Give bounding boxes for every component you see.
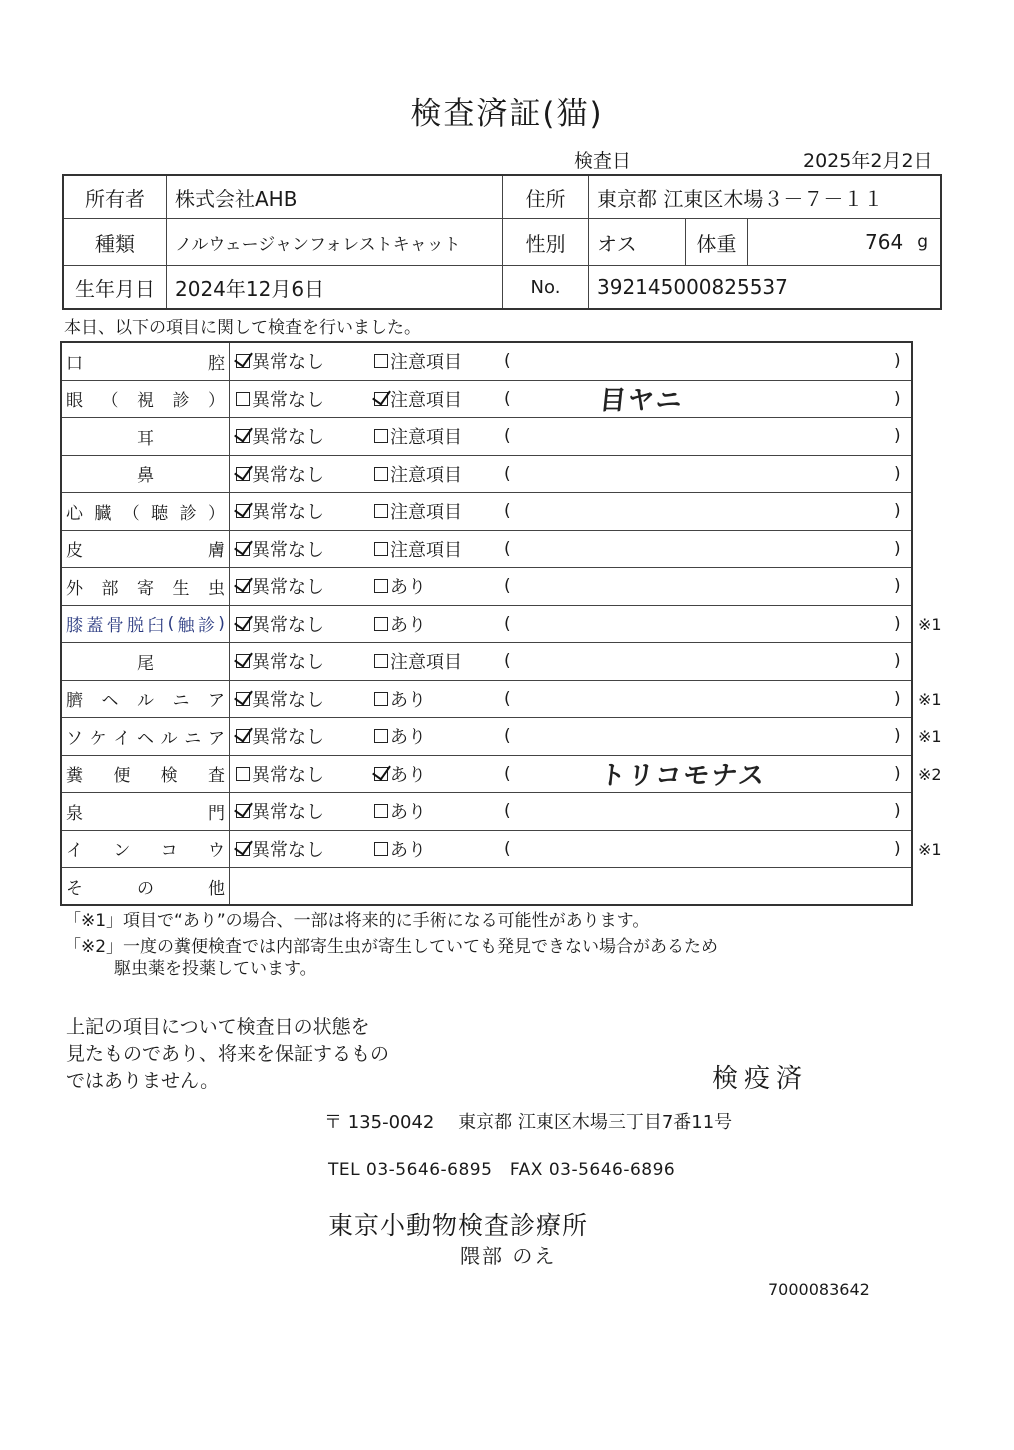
option-normal[interactable] bbox=[236, 798, 324, 824]
exam-item-name: 心 臓 （ 聴 診 ） bbox=[62, 493, 230, 530]
checkbox-icon[interactable] bbox=[374, 392, 388, 406]
exam-row bbox=[62, 531, 911, 569]
option-normal[interactable] bbox=[236, 386, 324, 412]
option-abnormal[interactable] bbox=[374, 798, 426, 824]
paren-close: ) bbox=[894, 388, 901, 409]
disclaimer bbox=[66, 1014, 389, 1095]
checkbox-icon[interactable] bbox=[236, 692, 250, 706]
page-title: 検査済証(猫) bbox=[410, 96, 604, 132]
exam-row bbox=[62, 568, 911, 606]
checkbox-icon[interactable] bbox=[374, 542, 388, 556]
paren-close: ) bbox=[894, 651, 901, 672]
exam-row-body bbox=[230, 531, 911, 568]
option-label: 異常なし bbox=[252, 652, 324, 674]
checkbox-icon[interactable] bbox=[374, 354, 388, 368]
weight-value: 764 bbox=[865, 230, 904, 254]
checkbox-icon[interactable] bbox=[374, 767, 388, 781]
paren-close: ) bbox=[894, 576, 901, 597]
weight-label: 体重 bbox=[686, 219, 748, 265]
other-label: そ の 他 bbox=[62, 868, 230, 904]
paren-open: ( bbox=[504, 651, 511, 672]
other-body bbox=[230, 868, 911, 904]
exam-row bbox=[62, 418, 911, 456]
option-normal[interactable] bbox=[236, 573, 324, 599]
checkbox-icon[interactable] bbox=[374, 579, 388, 593]
paren-close: ) bbox=[894, 613, 901, 634]
paren-open: ( bbox=[504, 576, 511, 597]
option-label: 注意項目 bbox=[390, 652, 462, 674]
checkbox-icon[interactable] bbox=[374, 617, 388, 631]
paren-close: ) bbox=[894, 463, 901, 484]
checkbox-icon[interactable] bbox=[374, 729, 388, 743]
checkbox-icon[interactable] bbox=[236, 504, 250, 518]
option-label: 異常なし bbox=[252, 389, 324, 411]
owner-value: 株式会社AHB bbox=[167, 176, 503, 218]
exam-row-body bbox=[230, 343, 911, 380]
option-label: 異常なし bbox=[252, 352, 324, 374]
paren-open: ( bbox=[504, 688, 511, 709]
exam-row-body bbox=[230, 456, 911, 493]
checkbox-icon[interactable] bbox=[236, 729, 250, 743]
disclaimer-line-3: ではありません。 bbox=[66, 1070, 220, 1092]
exam-row bbox=[62, 756, 911, 794]
clinic-address: 〒 135-0042 東京都 江東区木場三丁目7番11号 bbox=[324, 1112, 733, 1133]
option-abnormal[interactable] bbox=[374, 761, 426, 787]
option-abnormal[interactable] bbox=[374, 536, 462, 562]
option-normal[interactable] bbox=[236, 686, 324, 712]
exam-item-name: イ ン コ ウ bbox=[62, 831, 230, 868]
checkbox-icon[interactable] bbox=[236, 542, 250, 556]
option-label: あり bbox=[390, 689, 426, 711]
paren-close: ) bbox=[894, 838, 901, 859]
checkbox-icon[interactable] bbox=[236, 767, 250, 781]
checkbox-icon[interactable] bbox=[374, 804, 388, 818]
option-abnormal[interactable] bbox=[374, 423, 462, 449]
reference-mark: ※2 bbox=[918, 764, 942, 784]
paren-open: ( bbox=[504, 501, 511, 522]
sex-value: オス bbox=[589, 219, 686, 265]
checkbox-icon[interactable] bbox=[374, 467, 388, 481]
option-abnormal[interactable] bbox=[374, 686, 426, 712]
paren-open: ( bbox=[504, 613, 511, 634]
option-label: 異常なし bbox=[252, 839, 324, 861]
option-label: あり bbox=[390, 577, 426, 599]
footnotes bbox=[64, 908, 718, 978]
paren-open: ( bbox=[504, 351, 511, 372]
paren-close: ) bbox=[894, 801, 901, 822]
exam-item-name: 皮 膚 bbox=[62, 531, 230, 568]
exam-row-body bbox=[230, 418, 911, 455]
exam-row-body bbox=[230, 831, 911, 868]
option-normal[interactable] bbox=[236, 498, 324, 524]
checkbox-icon[interactable] bbox=[236, 429, 250, 443]
option-normal[interactable] bbox=[236, 723, 324, 749]
option-normal[interactable] bbox=[236, 648, 324, 674]
option-label: あり bbox=[390, 839, 426, 861]
exam-item-name: 糞 便 検 査 bbox=[62, 756, 230, 793]
exam-row bbox=[62, 493, 911, 531]
owner-label: 所有者 bbox=[64, 176, 167, 218]
paren-open: ( bbox=[504, 426, 511, 447]
footnote-3: 駆虫薬を投薬しています。 bbox=[114, 959, 317, 979]
no-value: 392145000825537 bbox=[597, 275, 788, 299]
exam-row-body bbox=[230, 493, 911, 530]
option-label: 異常なし bbox=[252, 614, 324, 636]
paren-close: ) bbox=[894, 688, 901, 709]
clinic-contact: TEL 03-5646-6895 FAX 03-5646-6896 bbox=[328, 1160, 676, 1180]
exam-row bbox=[62, 343, 911, 381]
checkbox-icon[interactable] bbox=[374, 692, 388, 706]
disclaimer-line-2: 見たものであり、将来を保証するもの bbox=[66, 1043, 390, 1065]
disclaimer-line-1: 上記の項目について検査日の状態を bbox=[66, 1016, 370, 1038]
exam-row-body bbox=[230, 381, 911, 418]
paren-open: ( bbox=[504, 463, 511, 484]
option-label: 異常なし bbox=[252, 727, 324, 749]
intro-text: 本日、以下の項目に関して検査を行いました。 bbox=[64, 318, 421, 338]
exam-date: 2025年2月2日 bbox=[803, 150, 933, 172]
exam-item-name: 尾 bbox=[62, 643, 230, 680]
option-label: 異常なし bbox=[252, 539, 324, 561]
exam-row bbox=[62, 381, 911, 419]
option-abnormal[interactable] bbox=[374, 611, 426, 637]
paren-open: ( bbox=[504, 388, 511, 409]
checkbox-icon[interactable] bbox=[236, 842, 250, 856]
checkbox-icon[interactable] bbox=[374, 842, 388, 856]
option-label: 異常なし bbox=[252, 427, 324, 449]
paren-open: ( bbox=[504, 726, 511, 747]
option-label: 注意項目 bbox=[390, 352, 462, 374]
option-normal[interactable] bbox=[236, 461, 324, 487]
clinic-name: 東京小動物検査診療所 bbox=[328, 1211, 589, 1240]
exam-item-name: 眼 （ 視 診 ） bbox=[62, 381, 230, 418]
option-label: 異常なし bbox=[252, 764, 324, 786]
birth-value: 2024年12月6日 bbox=[167, 266, 503, 308]
option-label: あり bbox=[390, 727, 426, 749]
checkbox-icon[interactable] bbox=[236, 354, 250, 368]
option-label: 異常なし bbox=[252, 689, 324, 711]
footnote-1: 「※1」項目で“あり”の場合、一部は将来的に手術になる可能性があります。 bbox=[64, 911, 650, 931]
paren-open: ( bbox=[504, 538, 511, 559]
exam-row-body bbox=[230, 643, 911, 680]
info-row-birth bbox=[64, 266, 940, 308]
reference-mark: ※1 bbox=[918, 839, 942, 859]
reference-mark: ※1 bbox=[918, 727, 942, 746]
option-label: 異常なし bbox=[252, 464, 324, 486]
option-label: 異常なし bbox=[252, 502, 324, 524]
birth-label: 生年月日 bbox=[64, 266, 167, 308]
doctor-name: 隈部 のえ bbox=[460, 1244, 557, 1268]
info-row-owner bbox=[64, 176, 940, 219]
exam-row-other bbox=[62, 868, 911, 904]
handwritten-note: トリコモナス bbox=[598, 761, 768, 792]
checkbox-icon[interactable] bbox=[236, 654, 250, 668]
option-abnormal[interactable] bbox=[374, 498, 462, 524]
exam-item-name: 口 腔 bbox=[62, 343, 230, 380]
checkbox-icon[interactable] bbox=[236, 579, 250, 593]
checkbox-icon[interactable] bbox=[236, 392, 250, 406]
exam-item-name: ソ ケ イ ヘ ル ニ ア bbox=[62, 718, 230, 755]
exam-row-body bbox=[230, 756, 911, 793]
document-number: 7000083642 bbox=[768, 1280, 870, 1299]
checkbox-icon[interactable] bbox=[374, 504, 388, 518]
option-normal[interactable] bbox=[236, 423, 324, 449]
exam-row bbox=[62, 643, 911, 681]
option-abnormal[interactable] bbox=[374, 723, 426, 749]
weight-unit: g bbox=[917, 232, 928, 252]
exam-row bbox=[62, 831, 911, 869]
option-label: 注意項目 bbox=[390, 464, 462, 486]
no-label: No. bbox=[503, 266, 589, 308]
footnote-2: 「※2」一度の糞便検査では内部寄生虫が寄生していても発見できない場合があるため bbox=[64, 937, 719, 957]
paren-open: ( bbox=[504, 801, 511, 822]
exam-row-body bbox=[230, 568, 911, 605]
reference-mark: ※1 bbox=[918, 689, 942, 709]
option-label: 異常なし bbox=[252, 577, 324, 599]
checkbox-icon[interactable] bbox=[374, 429, 388, 443]
exam-row bbox=[62, 681, 911, 719]
option-normal[interactable] bbox=[236, 836, 324, 862]
option-abnormal[interactable] bbox=[374, 386, 462, 412]
exam-row-body bbox=[230, 681, 911, 718]
paren-close: ) bbox=[894, 501, 901, 522]
exam-table bbox=[60, 341, 913, 906]
exam-item-name: 臍 ヘ ル ニ ア bbox=[62, 681, 230, 718]
option-label: あり bbox=[390, 614, 426, 636]
option-abnormal[interactable] bbox=[374, 461, 462, 487]
exam-row bbox=[62, 456, 911, 494]
exam-row bbox=[62, 718, 911, 756]
option-label: 異常なし bbox=[252, 802, 324, 824]
address-value: 東京都 江東区木場３－７－１１ bbox=[597, 186, 884, 211]
paren-open: ( bbox=[504, 763, 511, 784]
option-label: 注意項目 bbox=[390, 502, 462, 524]
exam-row bbox=[62, 793, 911, 831]
quarantine-mark: 検疫済 bbox=[712, 1064, 809, 1094]
option-abnormal[interactable] bbox=[374, 573, 426, 599]
paren-close: ) bbox=[894, 351, 901, 372]
exam-row bbox=[62, 606, 911, 644]
exam-item-name: 膝 蓋 骨 脱 臼 ( 触 診 ) bbox=[62, 606, 230, 643]
option-label: あり bbox=[390, 764, 426, 786]
sex-label: 性別 bbox=[503, 219, 589, 265]
checkbox-icon[interactable] bbox=[236, 804, 250, 818]
weight-cell bbox=[748, 219, 940, 265]
paren-close: ) bbox=[894, 426, 901, 447]
info-row-breed bbox=[64, 219, 940, 266]
exam-item-name: 外 部 寄 生 虫 bbox=[62, 568, 230, 605]
paren-close: ) bbox=[894, 763, 901, 784]
paren-close: ) bbox=[894, 538, 901, 559]
exam-item-name: 耳 bbox=[62, 418, 230, 455]
option-label: 注意項目 bbox=[390, 427, 462, 449]
option-normal[interactable] bbox=[236, 761, 324, 787]
exam-item-name: 鼻 bbox=[62, 456, 230, 493]
option-label: 注意項目 bbox=[390, 389, 462, 411]
address-label: 住所 bbox=[503, 176, 589, 218]
checkbox-icon[interactable] bbox=[374, 654, 388, 668]
option-label: あり bbox=[390, 802, 426, 824]
option-abnormal[interactable] bbox=[374, 648, 462, 674]
breed-label: 種類 bbox=[64, 219, 167, 265]
reference-mark: ※1 bbox=[918, 614, 942, 634]
option-normal[interactable] bbox=[236, 536, 324, 562]
option-abnormal[interactable] bbox=[374, 836, 426, 862]
checkbox-icon[interactable] bbox=[236, 467, 250, 481]
info-table bbox=[62, 174, 942, 310]
checkbox-icon[interactable] bbox=[236, 617, 250, 631]
exam-item-name: 泉 門 bbox=[62, 793, 230, 830]
option-normal[interactable] bbox=[236, 348, 324, 374]
option-abnormal[interactable] bbox=[374, 348, 462, 374]
exam-row-body bbox=[230, 718, 911, 755]
breed-value: ノルウェージャンフォレストキャット bbox=[167, 219, 503, 265]
exam-row-body bbox=[230, 793, 911, 830]
paren-open: ( bbox=[504, 838, 511, 859]
exam-date-label: 検査日 bbox=[574, 150, 632, 172]
paren-close: ) bbox=[894, 726, 901, 747]
option-normal[interactable] bbox=[236, 611, 324, 637]
option-label: 注意項目 bbox=[390, 539, 462, 561]
exam-row-body bbox=[230, 606, 911, 643]
handwritten-note: 目ヤニ bbox=[598, 386, 686, 417]
